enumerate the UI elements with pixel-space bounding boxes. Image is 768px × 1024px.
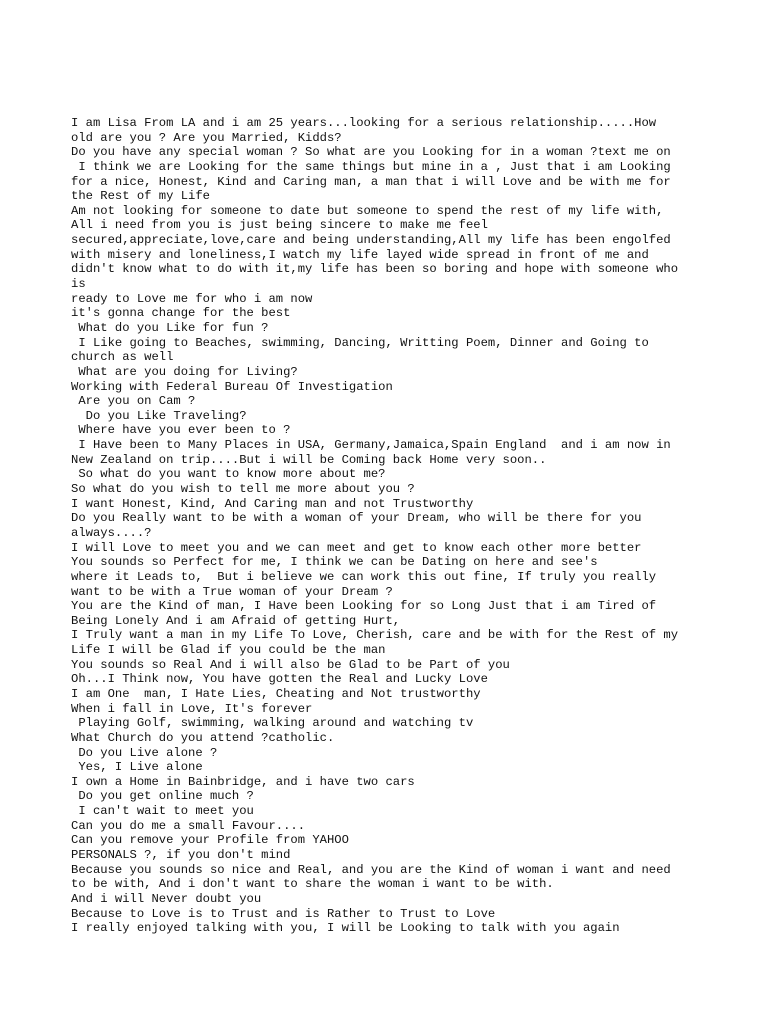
text-line: want to be with a True woman of your Dream ?: [71, 584, 393, 599]
text-line: Because you sounds so nice and Real, and you are the Kind of woman i want and need: [71, 862, 671, 877]
text-line: I really enjoyed talking with you, I will be Looking to talk with you again: [71, 921, 620, 936]
text-line: didn't know what to do with it,my life has been so boring and hope with someone who: [71, 262, 679, 277]
text-line: the Rest of my Life: [71, 189, 210, 204]
text-line: You are the Kind of man, I Have been Looking for so Long Just that i am Tired of: [71, 599, 657, 614]
text-line: Do you have any special woman ? So what are you Looking for in a woman ?text me on: [71, 145, 671, 160]
text-line: Yes, I Live alone: [71, 760, 203, 775]
text-line: What are you doing for Living?: [71, 364, 298, 379]
text-line: Being Lonely And i am Afraid of getting Hurt,: [71, 613, 401, 628]
text-line: I am One man, I Hate Lies, Cheating and Not trustworthy: [71, 686, 481, 701]
text-line: Do you Live alone ?: [71, 745, 218, 760]
text-line: I think we are Looking for the same things but mine in a , Just that i am Looking: [71, 159, 671, 174]
text-line: with misery and loneliness,I watch my life layed wide spread in front of me and: [71, 247, 649, 262]
text-line: When i fall in Love, It's forever: [71, 701, 313, 716]
text-line: You sounds so Real And i will also be Glad to be Part of you: [71, 657, 510, 672]
text-line: Where have you ever been to ?: [71, 423, 291, 438]
text-line: Working with Federal Bureau Of Investigation: [71, 379, 393, 394]
text-line: What Church do you attend ?catholic.: [71, 730, 335, 745]
text-line: You sounds so Perfect for me, I think we can be Dating on here and see's: [71, 555, 598, 570]
text-line: Are you on Cam ?: [71, 394, 196, 409]
text-line: Can you remove your Profile from YAHOO: [71, 833, 349, 848]
text-line: I Truly want a man in my Life To Love, Cherish, care and be with for the Rest of my: [71, 628, 679, 643]
text-line: it's gonna change for the best: [71, 306, 291, 321]
text-line: Am not looking for someone to date but someone to spend the rest of my life with,: [71, 203, 664, 218]
text-line: ready to Love me for who i am now: [71, 291, 313, 306]
text-line: And i will Never doubt you: [71, 891, 262, 906]
text-line: always....?: [71, 525, 152, 540]
text-line: I can't wait to meet you: [71, 804, 254, 819]
text-line: I want Honest, Kind, And Caring man and not Trustworthy: [71, 496, 474, 511]
text-line: All i need from you is just being sincere to make me feel: [71, 218, 488, 233]
text-line: New Zealand on trip....But i will be Coming back Home very soon..: [71, 452, 547, 467]
text-line: Do you Like Traveling?: [71, 408, 247, 423]
text-line: PERSONALS ?, if you don't mind: [71, 848, 291, 863]
text-line: I Like going to Beaches, swimming, Dancing, Writting Poem, Dinner and Going to: [71, 335, 649, 350]
text-line: to be with, And i don't want to share the woman i want to be with.: [71, 877, 554, 892]
text-line: So what do you want to know more about me?: [71, 467, 386, 482]
text-line: Playing Golf, swimming, walking around and watching tv: [71, 716, 474, 731]
text-line: Do you Really want to be with a woman of your Dream, who will be there for you: [71, 511, 642, 526]
text-line: Because to Love is to Trust and is Rather to Trust to Love: [71, 906, 496, 921]
text-line: Oh...I Think now, You have gotten the Real and Lucky Love: [71, 672, 488, 687]
text-line: I own a Home in Bainbridge, and i have two cars: [71, 774, 415, 789]
text-line: So what do you wish to tell me more about you ?: [71, 482, 415, 497]
text-line: Do you get online much ?: [71, 789, 254, 804]
chat-transcript-text: [71, 116, 711, 936]
text-line: I Have been to Many Places in USA, Germany,Jamaica,Spain England and i am now in: [71, 438, 671, 453]
text-line: Can you do me a small Favour....: [71, 818, 306, 833]
text-line: What do you Like for fun ?: [71, 320, 269, 335]
text-line: secured,appreciate,love,care and being understanding,All my life has been engolfed: [71, 233, 671, 248]
text-line: is: [71, 277, 86, 292]
text-line: church as well: [71, 350, 174, 365]
text-line: I am Lisa From LA and i am 25 years...looking for a serious relationship.....How: [71, 116, 657, 130]
text-line: old are you ? Are you Married, Kidds?: [71, 130, 342, 145]
text-line: Life I will be Glad if you could be the man: [71, 643, 386, 658]
text-line: where it Leads to, But i believe we can work this out fine, If truly you really: [71, 569, 657, 584]
text-line: I will Love to meet you and we can meet and get to know each other more better: [71, 540, 642, 555]
text-line: for a nice, Honest, Kind and Caring man, a man that i will Love and be with me for: [71, 174, 671, 189]
